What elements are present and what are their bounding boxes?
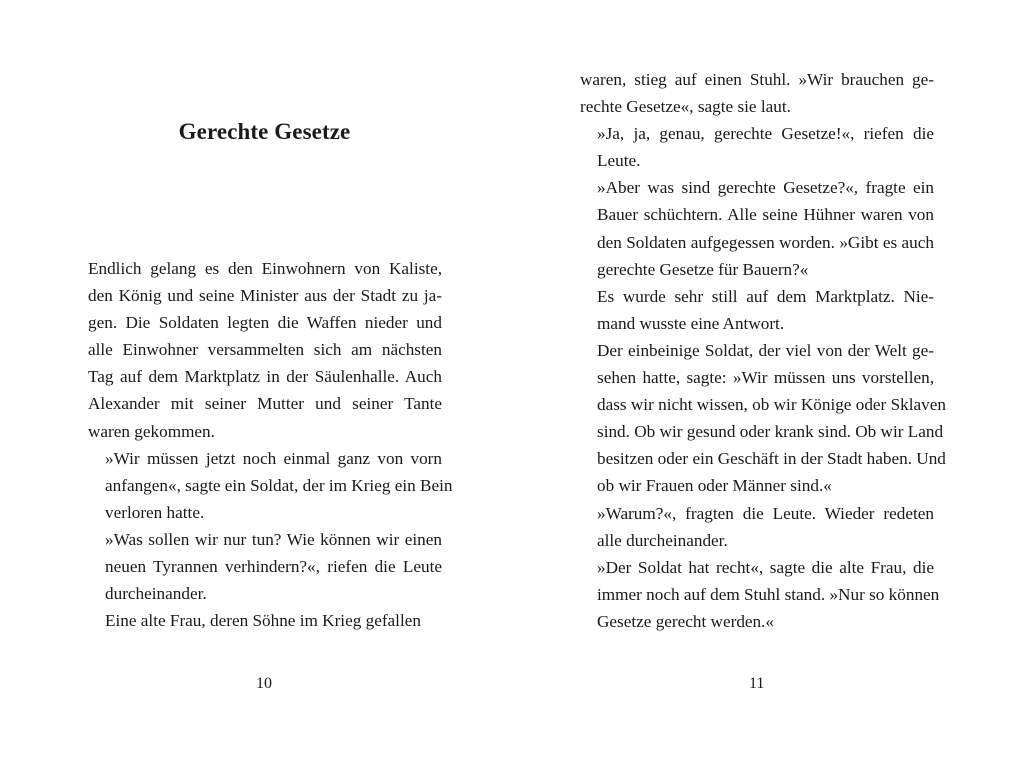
text-line: verloren hatte. (105, 502, 205, 522)
text-line: durcheinander. (105, 584, 207, 604)
text-line: ob wir Frauen oder Männer sind.« (597, 476, 832, 496)
paragraph (580, 283, 934, 337)
text-line: den König und seine Minister aus der Stadt zu ja- (88, 286, 442, 306)
text-line: den Soldaten aufgegessen worden. »Gibt es auch (597, 232, 934, 252)
text-line: Eine alte Frau, deren Söhne im Krieg gefallen (105, 611, 421, 631)
text-line: waren gekommen. (88, 421, 215, 441)
text-line: sind. Ob wir gesund oder krank sind. Ob wir Land (597, 422, 944, 442)
text-line: Endlich gelang es den Einwohnern von Kaliste, (88, 259, 442, 278)
text-line: Bauer schüchtern. Alle seine Hühner waren von (597, 205, 934, 225)
text-line: Tag auf dem Marktplatz in der Säulenhalle. Auch (88, 367, 442, 387)
text-line: besitzen oder ein Geschäft in der Stadt haben. Und (597, 449, 946, 469)
paragraph (88, 526, 442, 607)
text-line: »Warum?«, fragten die Leute. Wieder redeten (597, 503, 934, 523)
right-page (510, 0, 1020, 763)
text-line: alle durcheinander. (597, 530, 728, 550)
right-page-body (580, 66, 946, 635)
paragraph (580, 337, 946, 500)
text-line: »Wir müssen jetzt noch einmal ganz von vorn (105, 448, 442, 468)
text-line: anfangen«, sagte ein Soldat, der im Krieg ein Bein (105, 475, 453, 495)
paragraph (580, 120, 934, 174)
text-line: gen. Die Soldaten legten die Waffen nieder und (88, 313, 442, 333)
text-line: Gesetze gerecht werden.« (597, 611, 775, 631)
chapter-title: Gerechte Gesetze (178, 119, 351, 144)
paragraph (580, 66, 934, 120)
text-line: immer noch auf dem Stuhl stand. »Nur so können (597, 584, 940, 604)
page-number-left: 10 (256, 675, 272, 692)
text-line: alle Einwohner versammelten sich am nächsten (88, 340, 442, 360)
text-line: neuen Tyrannen verhindern?«, riefen die Leute (105, 557, 442, 577)
text-line: rechte Gesetze«, sagte sie laut. (580, 97, 791, 117)
paragraph (580, 174, 934, 282)
text-line: »Aber was sind gerechte Gesetze?«, fragte ein (597, 178, 934, 198)
text-line: »Der Soldat hat recht«, sagte die alte Frau, die (597, 557, 934, 577)
text-line: gerechte Gesetze für Bauern?« (597, 259, 809, 279)
text-line: sehen hatte, sagte: »Wir müssen uns vorstellen, (597, 368, 934, 388)
text-line: Der einbeinige Soldat, der viel von der Welt ge- (597, 340, 934, 360)
text-line: Alexander mit seiner Mutter und seiner Tante (88, 394, 442, 414)
text-line: waren, stieg auf einen Stuhl. »Wir brauchen ge- (580, 70, 934, 89)
text-line: dass wir nicht wissen, ob wir Könige oder Sklaven (597, 395, 946, 415)
paragraph (88, 607, 442, 634)
text-line: »Ja, ja, genau, gerechte Gesetze!«, riefen die (597, 124, 934, 144)
paragraph (580, 500, 934, 554)
text-line: mand wusste eine Antwort. (597, 313, 785, 333)
page-number-right: 11 (749, 675, 765, 692)
text-line: Es wurde sehr still auf dem Marktplatz. Nie- (597, 286, 934, 306)
paragraph (580, 554, 940, 635)
text-line: »Was sollen wir nur tun? Wie können wir einen (105, 529, 442, 549)
paragraph (88, 255, 442, 445)
text-line: Leute. (597, 151, 641, 171)
paragraph (88, 445, 453, 526)
left-page-body (88, 255, 453, 634)
